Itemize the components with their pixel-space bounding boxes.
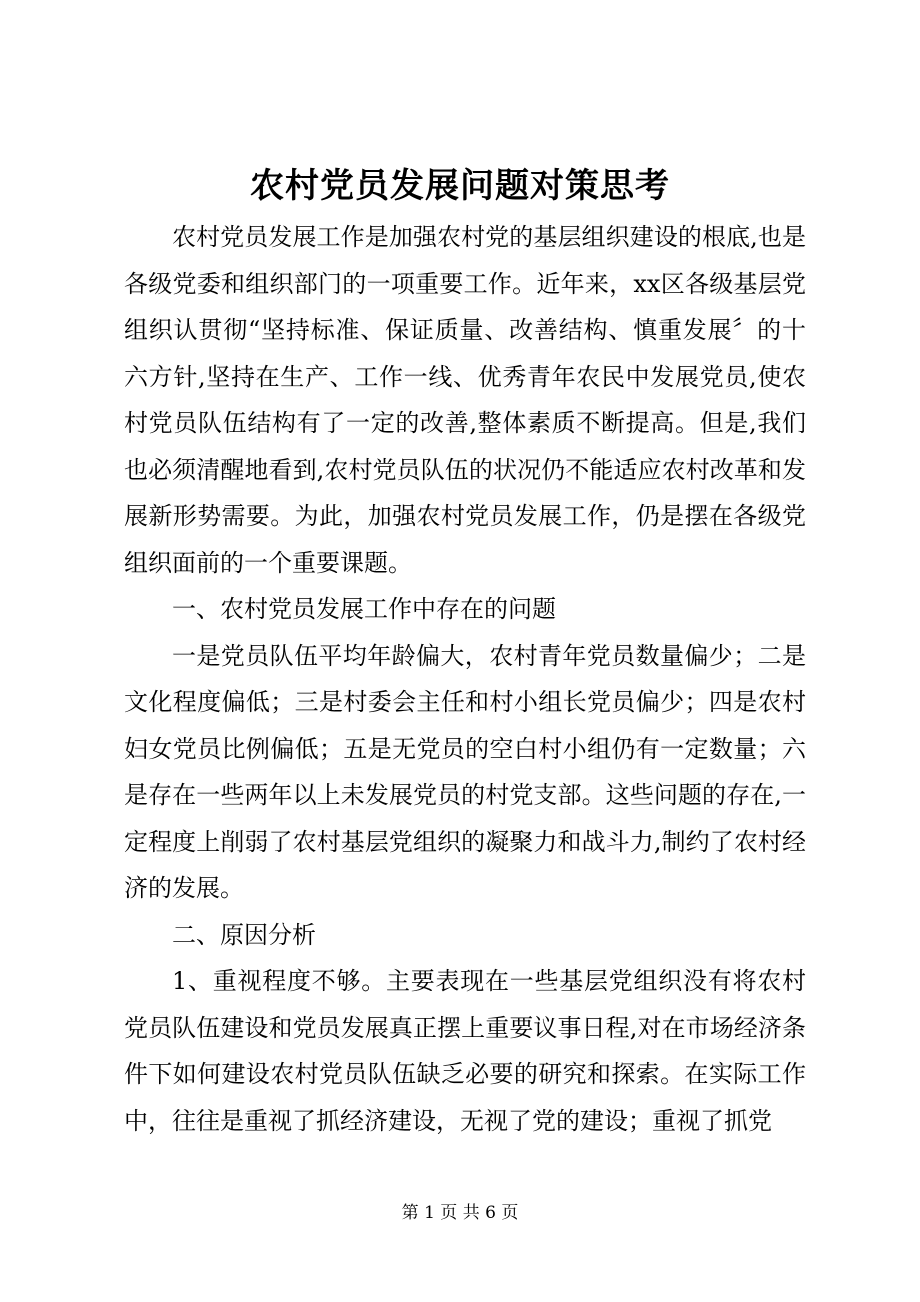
cause-paragraph-1: 1、重视程度不够。主要表现在一些基层党组织没有将农村党员队伍建设和党员发展真正摆上重要议事日程,对在市场经济条件下如何建设农村党员队伍缺乏必要的研究和探索。在实际工作中，往往是重视了抓经济建设，无视了党的建设；重视了抓党: [124, 967, 806, 1135]
problems-paragraph: 一是党员队伍平均年龄偏大，农村青年党员数量偏少；二是文化程度偏低；三是村委会主任和村小组长党员偏少；四是农村妇女党员比例偏低；五是无党员的空白村小组仍有一定数量；六是存在一些两年以上未发展党员的村党支部。这些问题的存在,一定程度上削弱了农村基层党组织的凝聚力和战斗力,制约了农村经济的发展。: [124, 641, 806, 902]
section-heading-problems: 一、农村党员发展工作中存在的问题: [172, 595, 556, 623]
page-footer: 第 1 页 共 6 页: [401, 1203, 519, 1223]
document-title: 农村党员发展问题对策思考: [250, 166, 670, 206]
intro-paragraph: 农村党员发展工作是加强农村党的基层组织建设的根底,也是各级党委和组织部门的一项重要工作。近年来，xx区各级基层党组织认贯彻“坚持标准、保证质量、改善结构、慎重发展〞的十六方针,坚持在生产、工作一线、优秀青年农民中发展党员,使农村党员队伍结构有了一定的改善,整体素质不断提高。但是,我们也必须清醒地看到,农村党员队伍的状况仍不能适应农村改革和发展新形势需要。为此，加强农村党员发展工作，仍是摆在各级党组织面前的一个重要课题。: [124, 223, 806, 577]
section-heading-causes: 二、原因分析: [172, 920, 316, 949]
document-body: [124, 214, 806, 1144]
